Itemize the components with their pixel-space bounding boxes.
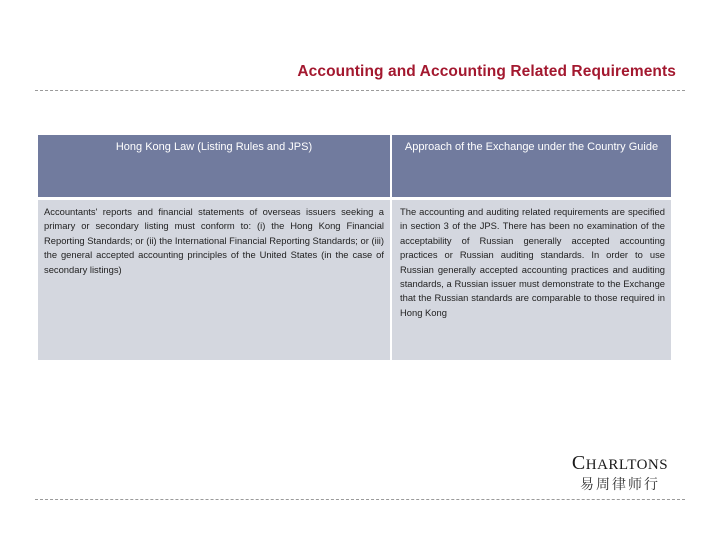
logo-english xyxy=(555,452,685,476)
header-exchange-approach: Approach of the Exchange under the Country Guide xyxy=(392,135,671,197)
comparison-table xyxy=(38,135,671,360)
cell-hong-kong-law: Accountants' reports and financial statements of overseas issuers seeking a primary or secondary listing must conform to: (i) the Hong Kong Financial Reporting Standards; or (ii) the International Financial Reporting Standards; or (iii) the general accepted accounting principles of the United States (in the case of secondary listings) xyxy=(38,200,390,360)
logo-initial: C xyxy=(571,452,586,474)
cell-exchange-approach: The accounting and auditing related requirements are specified in section 3 of the JPS. There has been no examination of the acceptability of Russian generally accepted accounting practices or Russian auditing standards. In order to use Russian generally accepted accounting practices and auditing standards, a Russian issuer must demonstrate to the Exchange that the Russian standards are comparable to those required in Hong Kong xyxy=(392,200,671,360)
bottom-divider xyxy=(35,499,685,500)
logo-chinese: 易周律师行 xyxy=(580,477,660,493)
header-hong-kong-law: Hong Kong Law (Listing Rules and JPS) xyxy=(38,135,390,197)
top-divider xyxy=(35,90,685,91)
charltons-logo xyxy=(555,452,685,494)
logo-rest: HARLTONS xyxy=(585,457,669,473)
slide-title: Accounting and Accounting Related Requirements xyxy=(297,63,676,80)
